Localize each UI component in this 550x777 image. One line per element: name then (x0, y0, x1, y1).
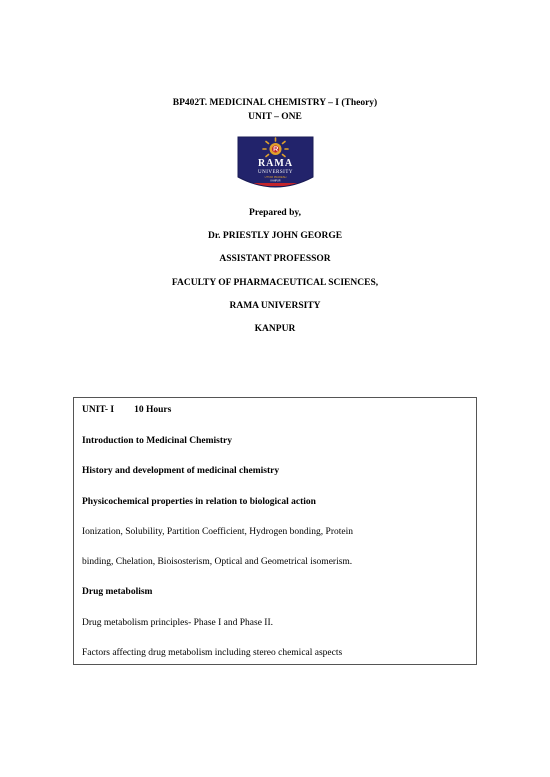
syllabus-topic: Ionization, Solubility, Partition Coefficient, Hydrogen bonding, Protein (82, 527, 353, 537)
logo-city: KANPUR (270, 179, 281, 183)
author-designation: ASSISTANT PROFESSOR (219, 254, 331, 264)
syllabus-topic: Factors affecting drug metabolism including stereo chemical aspects (82, 648, 343, 658)
unit-hours: 10 Hours (134, 405, 172, 415)
syllabus-box (73, 397, 477, 665)
syllabus-topic: Introduction to Medicinal Chemistry (82, 436, 232, 446)
unit-label: UNIT- I (82, 405, 115, 415)
logo-subtitle: UNIVERSITY (258, 170, 293, 175)
syllabus-topic: Physicochemical properties in relation to biological action (82, 497, 316, 507)
author-name: Dr. PRIESTLY JOHN GEORGE (207, 231, 343, 241)
syllabus-topic: binding, Chelation, Bioisosterism, Optical and Geometrical isomerism. (82, 557, 353, 567)
syllabus-topic: Drug metabolism principles- Phase I and Phase II. (82, 618, 274, 628)
unit-header (82, 404, 171, 416)
faculty-name: FACULTY OF PHARMACEUTICAL SCIENCES, (171, 278, 379, 288)
logo-name: RAMA (257, 158, 294, 169)
syllabus-topic: History and development of medicinal chemistry (82, 466, 280, 476)
prepared-by-label: Prepared by, (249, 208, 301, 218)
university-logo (236, 135, 315, 191)
unit-title: UNIT – ONE (248, 112, 302, 122)
logo-location: UTTAR PRADESH (264, 176, 287, 179)
course-title: BP402T. MEDICINAL CHEMISTRY – I (Theory) (172, 98, 378, 108)
syllabus-topic: Drug metabolism (82, 587, 153, 597)
university-name: RAMA UNIVERSITY (229, 301, 321, 311)
city-name: KANPUR (254, 324, 296, 334)
